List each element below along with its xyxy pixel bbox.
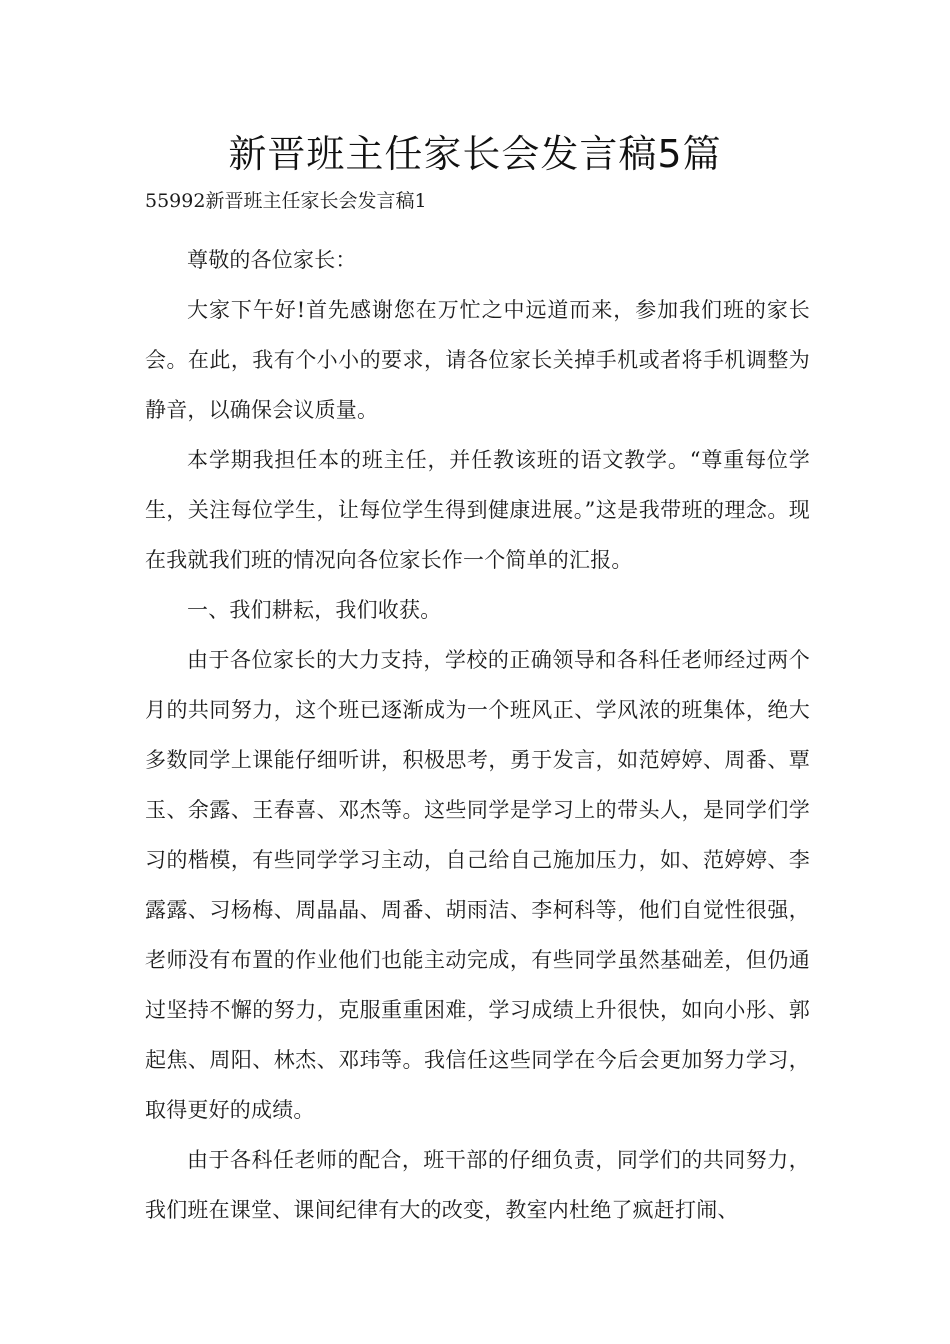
paragraph-greeting: 尊敬的各位家长： xyxy=(187,248,357,272)
paragraph-introduction: 本学期我担任本的班主任，并任教该班的语文教学。“尊重每位学生，关注每位学生，让每位学生得到健康进展。”这是我带班的理念。现在我就我们班的情况向各位家长作一个简单的汇报。 xyxy=(145,448,810,572)
paragraph-discipline: 由于各科任老师的配合，班干部的仔细负责，同学们的共同努力，我们班在课堂、课间纪律有大的改变，教室内杜绝了疯赶打闹、 xyxy=(145,1148,810,1222)
document-title: 新晋班主任家长会发言稿5篇 xyxy=(228,132,722,176)
section-heading-1: 一、我们耕耘，我们收获。 xyxy=(187,598,442,622)
document-subtitle: 55992新晋班主任家长会发言稿1 xyxy=(145,190,427,212)
paragraph-opening: 大家下午好!首先感谢您在万忙之中远道而来，参加我们班的家长会。在此，我有个小小的要求，请各位家长关掉手机或者将手机调整为静音，以确保会议质量。 xyxy=(145,298,810,422)
document-body xyxy=(145,235,810,1235)
paragraph-achievements: 由于各位家长的大力支持，学校的正确领导和各科任老师经过两个月的共同努力，这个班已逐渐成为一个班风正、学风浓的班集体，绝大多数同学上课能仔细听讲，积极思考，勇于发言，如范婷婷、周番、覃玉、余露、王春喜、邓杰等。这些同学是学习上的带头人，是同学们学习的楷模，有些同学学习主动，自己给自己施加压力，如、范婷婷、李露露、习杨梅、周晶晶、周番、胡雨洁、李柯科等，他们自觉性很强，老师没有布置的作业他们也能主动完成，有些同学虽然基础差，但仍通过坚持不懈的努力，克服重重困难，学习成绩上升很快，如向小彤、郭起焦、周阳、林杰、邓玮等。我信任这些同学在今后会更加努力学习，取得更好的成绩。 xyxy=(145,648,810,1122)
